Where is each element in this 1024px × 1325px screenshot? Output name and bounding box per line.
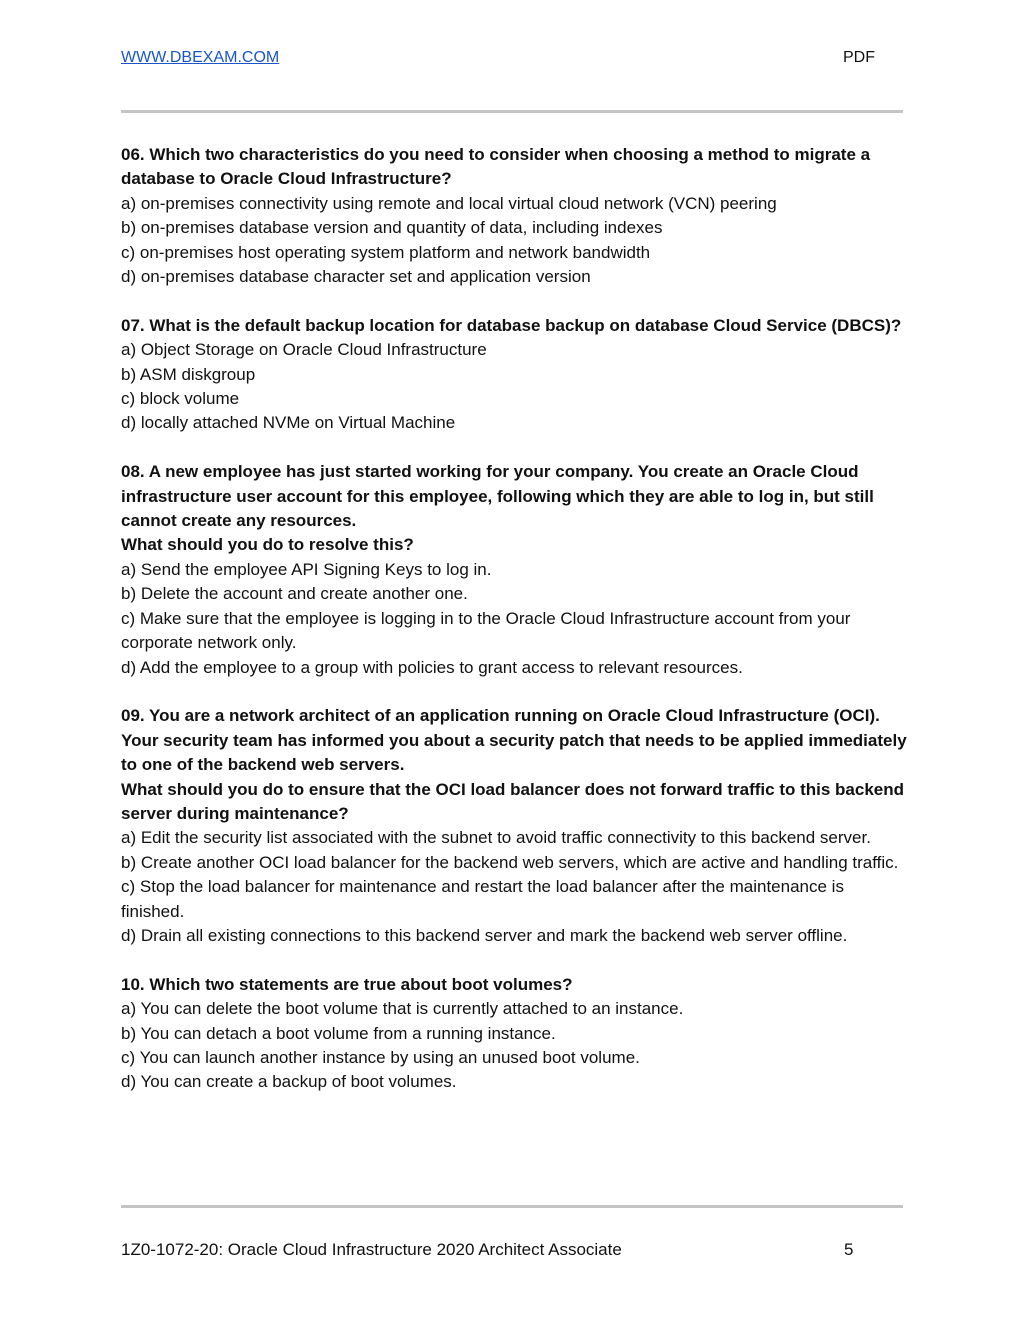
exam-title: 1Z0-1072-20: Oracle Cloud Infrastructure 2020 Architect Associate bbox=[121, 1240, 622, 1259]
answer-option: a) Send the employee API Signing Keys to log in. bbox=[121, 559, 492, 579]
question-text: 08. A new employee has just started working for your company. You create an Oracle Cloud infrastructure user account for this employee, following which they are able to log in, but still cannot create any resources. What should you do to resolve this? bbox=[121, 462, 874, 555]
answer-option: b) You can detach a boot volume from a running instance. bbox=[121, 1023, 556, 1043]
answer-option: c) Stop the load balancer for maintenance and restart the load balancer after the maintenance is finished. bbox=[121, 877, 844, 921]
answer-option: a) Edit the security list associated with the subnet to avoid traffic connectivity to this backend server. bbox=[121, 828, 871, 848]
question-list bbox=[121, 143, 911, 1095]
answer-option: d) locally attached NVMe on Virtual Machine bbox=[121, 413, 456, 433]
answer-option: d) on-premises database character set and application version bbox=[121, 267, 591, 287]
answer-option: d) Add the employee to a group with policies to grant access to relevant resources. bbox=[121, 657, 743, 677]
question-text: 06. Which two characteristics do you need to consider when choosing a method to migrate a database to Oracle Cloud Infrastructure? bbox=[121, 145, 871, 189]
answer-option: c) You can launch another instance by using an unused boot volume. bbox=[121, 1047, 640, 1067]
question-text: 09. You are a network architect of an application running on Oracle Cloud Infrastructure (OCI). Your security team has informed you about a security patch that needs to be applied immediately to one of the backend web servers. What should you do to ensure that the OCI load balancer does not forward traffic to this backend server during maintenance? bbox=[121, 706, 907, 823]
answer-option: a) on-premises connectivity using remote and local virtual cloud network (VCN) peering bbox=[121, 193, 777, 213]
answer-option: c) block volume bbox=[121, 389, 240, 409]
question-text: 10. Which two statements are true about boot volumes? bbox=[121, 974, 573, 994]
page-number: 5 bbox=[844, 1240, 854, 1259]
answer-option: a) You can delete the boot volume that is currently attached to an instance. bbox=[121, 999, 684, 1019]
answer-option: b) on-premises database version and quantity of data, including indexes bbox=[121, 218, 663, 238]
format-label: PDF bbox=[843, 49, 875, 66]
answer-option: d) You can create a backup of boot volumes. bbox=[121, 1072, 457, 1092]
question-item bbox=[121, 973, 911, 1095]
answer-option: d) Drain all existing connections to this backend server and mark the backend web server offline. bbox=[121, 925, 848, 945]
question-item bbox=[121, 143, 911, 289]
footer-divider bbox=[121, 1205, 903, 1208]
question-item bbox=[121, 704, 911, 948]
answer-option: a) Object Storage on Oracle Cloud Infrastructure bbox=[121, 340, 487, 360]
answer-option: b) Create another OCI load balancer for the backend web servers, which are active and handling traffic. bbox=[121, 852, 899, 872]
question-item bbox=[121, 314, 911, 436]
answer-option: c) on-premises host operating system platform and network bandwidth bbox=[121, 242, 651, 262]
answer-option: c) Make sure that the employee is logging in to the Oracle Cloud Infrastructure account from your corporate network only. bbox=[121, 608, 851, 653]
site-link[interactable]: WWW.DBEXAM.COM bbox=[121, 49, 280, 66]
question-text: 07. What is the default backup location for database backup on database Cloud Service (DBCS)? bbox=[121, 315, 902, 335]
answer-option: b) ASM diskgroup bbox=[121, 364, 256, 384]
header-divider bbox=[121, 110, 903, 113]
answer-option: b) Delete the account and create another one. bbox=[121, 584, 468, 604]
question-item bbox=[121, 460, 911, 680]
